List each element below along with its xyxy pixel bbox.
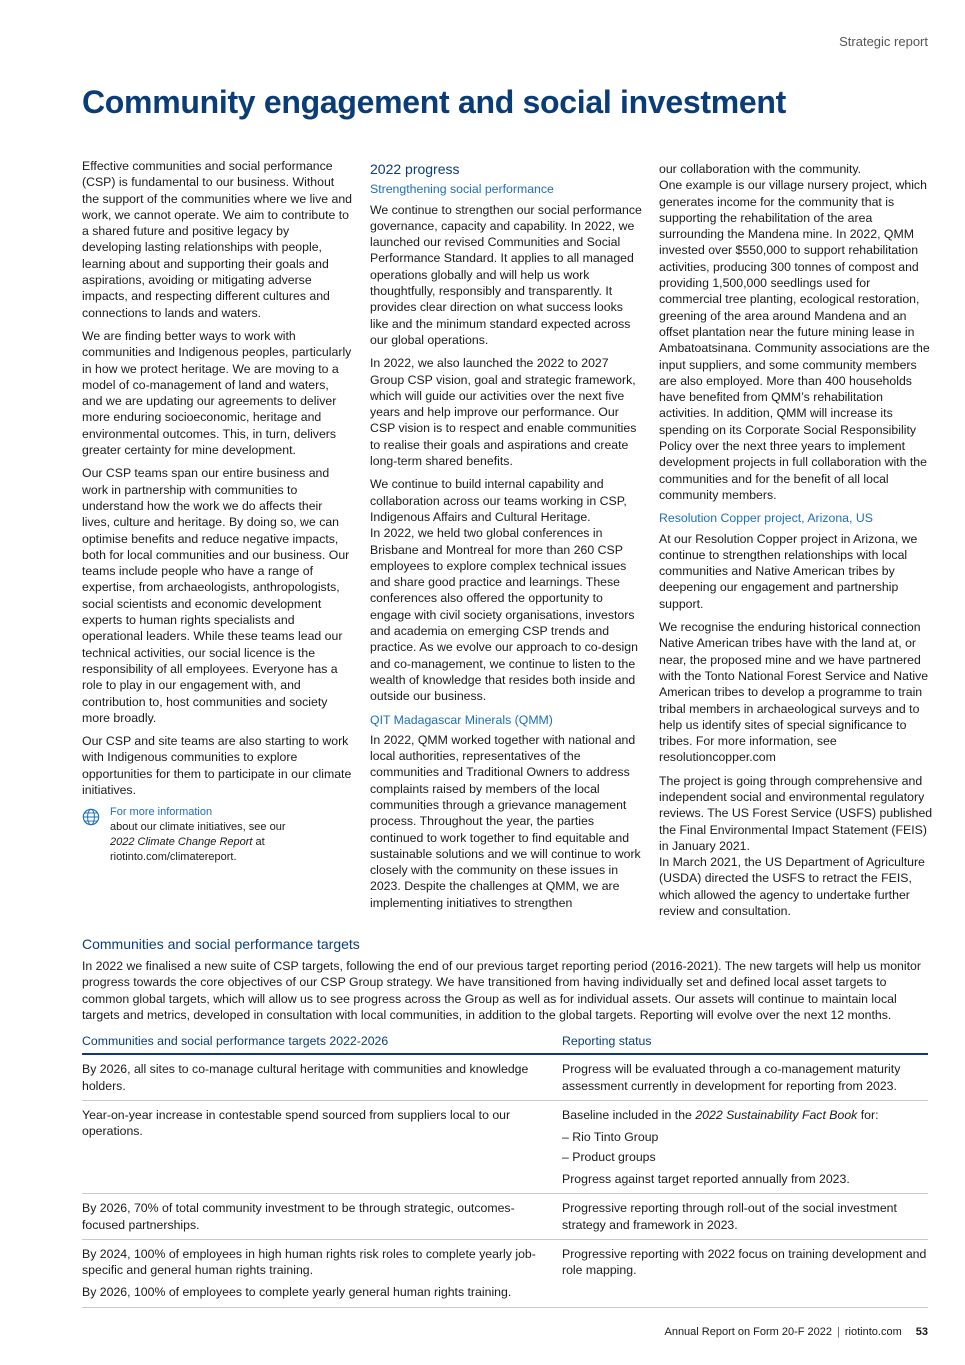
website-link[interactable]: riotinto.com: [844, 1326, 902, 1338]
sentence: In 2022, we held two global conferences in Brisbane and Montreal for more than 260 CSP employees to explore complex technical issues and share good practice and learnings. These conferences also offered the opportunity to engage with civil society organisations, investors and academia on emerging CSP trends and practice. As we evolve our approach to co-design and co-management, we continue to listen to the wealth of knowledge that resides both inside and outside our business.: [370, 526, 638, 704]
report-name: Annual Report on Form 20-F 2022: [664, 1326, 833, 1338]
paragraph: In 2022, QMM worked together with national and local authorities, representatives of the communities and Traditional Owners to address complaints raised by members of the local communities through a grievance management process. Throughout the year, the parties continued to work together to find equitable and sustainable solutions and we will continue to work closely with the community on these issues in 2023. Despite the challenges at QMM, we are implementing initiatives to strengthen: [370, 732, 641, 910]
more-info-box: [82, 805, 352, 865]
paragraph: Our CSP and site teams are also starting to work with Indigenous communities to explore opportunities for them to participate in our climate initiatives.: [82, 734, 352, 797]
fact-book-title: 2022 Sustainability Fact Book: [695, 1108, 858, 1123]
more-info-title: For more information: [110, 806, 213, 819]
more-info-text: about our climate initiatives, see our: [110, 821, 286, 834]
table-row: [82, 1239, 928, 1307]
status-cell: Progressive reporting through roll-out of the social investment strategy and framework in 2023.: [562, 1194, 928, 1240]
target-text: By 2024, 100% of employees in high human rights risk roles to complete yearly job-specific and general human rights training.: [82, 1246, 536, 1278]
progress-heading: 2022 progress: [370, 161, 460, 177]
paragraph: In 2022, we also launched the 2022 to 2027 Group CSP vision, goal and strategic framework, which will guide our activities over the next five years and help improve our performance. Our CSP vision is to respect and enable communities to realise their goals and aspirations and create long-term shared benefits.: [370, 356, 637, 469]
paragraph: [370, 476, 642, 704]
target-cell: By 2026, 70% of total community investment to be through strategic, outcomes-focused partnerships.: [82, 1194, 562, 1240]
paragraph: [659, 773, 934, 920]
status-text: for:: [857, 1108, 879, 1123]
paragraph: We recognise the enduring historical connection Native American tribes have with the land at, or near, the proposed mine and we have partnered with the Tonto National Forest Service and Native American tribes to develop a programme to train tribal members in archaeological surveys and to help us identify sites of special significance to tribes. For more information, see resolutioncopper.com: [659, 620, 929, 765]
paragraph: At our Resolution Copper project in Arizona, we continue to strengthen relationships with local communities and Native American tribes by deepening our engagement and partnership support.: [659, 531, 918, 611]
target-cell: Year-on-year increase in contestable spend sourced from suppliers local to our operations.: [82, 1101, 562, 1194]
targets-table: [82, 1029, 928, 1308]
table-row: [82, 1054, 928, 1100]
table-row: [82, 1101, 928, 1194]
sentence: The project is going through comprehensive and independent social and environmental regulatory reviews. The US Forest Service (USFS) published the Final Environmental Impact Statement (FEIS) in January 2021.: [659, 773, 933, 853]
targets-section: [82, 936, 928, 1308]
subheading: Strengthening social performance: [370, 182, 554, 197]
paragraph: [659, 161, 934, 503]
table-row: [82, 1194, 928, 1240]
sentence: In March 2021, the US Department of Agriculture (USDA) directed the USFS to retract the FEIS, which allowed the agency to undertake further review and consultation.: [659, 855, 925, 919]
subheading: Resolution Copper project, Arizona, US: [659, 511, 873, 526]
page-title: Community engagement and social investment: [82, 84, 786, 120]
section-label: Strategic report: [839, 34, 928, 49]
column-3: [659, 161, 934, 926]
target-cell: By 2026, all sites to co-manage cultural heritage with communities and knowledge holders.: [82, 1054, 562, 1100]
bullet-item: – Rio Tinto Group: [562, 1130, 659, 1145]
paragraph: Effective communities and social performance (CSP) is fundamental to our business. Without the support of the communities where we live and work, we cannot operate. We aim to contribute to a shared future and positive legacy by developing lasting relationships with people, learning about and supporting their goals and aspirations, avoiding or mitigating adverse impacts, and respecting different cultures and connections to lands and waters.: [82, 159, 352, 320]
status-cell: Progress will be evaluated through a co-management maturity assessment currently in development for reporting from 2023.: [562, 1054, 928, 1100]
climate-report-link[interactable]: riotinto.com/climatereport.: [110, 851, 237, 864]
paragraph: We are finding better ways to work with communities and Indigenous peoples, particularly in how we protect heritage. We are moving to a model of co-management of land and waters, and we are updating our agreements to deliver more enduring socioeconomic, heritage and environmental outcomes. This, in turn, delivers greater certainty for mine development.: [82, 328, 352, 458]
subheading: QIT Madagascar Minerals (QMM): [370, 712, 553, 727]
sentence: our collaboration with the community.: [659, 162, 862, 176]
more-info-text: at: [252, 836, 265, 849]
target-text: By 2026, 100% of employees to complete yearly general human rights training.: [82, 1285, 512, 1300]
status-text: Baseline included in the: [562, 1108, 696, 1123]
targets-intro: In 2022 we finalised a new suite of CSP targets, following the end of our previous target reporting period (2016-2021). The new targets will help us monitor progress towards the core objectives of our CSP Group strategy. We have transitioned from having individually set and defined local asset targets to common global targets, which will allow us to see progress across the Group as well as for individual assets. Our assets will continue to maintain local targets and metrics, developed in consultation with local communities, in addition to the global targets. Reporting will evolve over the next 12 months.: [82, 959, 921, 1022]
sentence: One example is our village nursery project, which generates income for the community that is supporting the rehabilitation of the area surrounding the Mandena mine. In 2022, QMM invested over $550,000 to support rehabilitation activities, producing 300 tonnes of compost and providing 1,500,000 seedlings used for commercial tree planting, ecological restoration, greening of the area around Mandena and an offset plantation near the future mining lease in Ambatoatsinana. Community associations are the input suppliers, and some community members are also employed. More than 400 households have benefited from QMM’s rehabilitation activities. In addition, QMM will increase its spending on its Corporate Social Responsibility Policy over the next three years to implement development projects in full collaboration with the communities and for the benefit of all local community members.: [659, 178, 930, 502]
column-2: [370, 158, 642, 918]
targets-title: Communities and social performance targets: [82, 936, 360, 952]
column-header-status: Reporting status: [562, 1029, 928, 1054]
status-text: Progress against target reported annually from 2023.: [562, 1171, 850, 1186]
status-cell: Progressive reporting with 2022 focus on training development and role mapping.: [562, 1239, 928, 1307]
sentence: We continue to build internal capability and collaboration across our teams working in CSP, Indigenous Affairs and Cultural Heritage.: [370, 477, 627, 524]
table-header-row: [82, 1029, 928, 1054]
report-title: 2022 Climate Change Report: [110, 836, 253, 849]
bullet-item: – Product groups: [562, 1149, 656, 1164]
page-footer: [664, 1326, 928, 1338]
status-cell: [562, 1101, 928, 1194]
paragraph: Our CSP teams span our entire business and work in partnership with communities to understand how the work we do affects their lives, culture and heritage. By doing so, we can optimise benefits and reduce negative impacts, both for local communities and our business. Our teams include people who have a range of expertise, from archaeologists, anthropologists, social scientists and economic development experts to human rights specialists and operational leaders. While these teams lead our technical activities, our social licence is the responsibility of all employees. Everyone has a role to play in our engagement with, and contribution to, host communities and society more broadly.: [82, 466, 350, 725]
target-cell: [82, 1239, 562, 1307]
footer-divider: |: [837, 1326, 840, 1338]
column-1: [82, 158, 352, 865]
globe-icon: [82, 808, 100, 826]
page-number: 53: [915, 1326, 928, 1338]
column-header-target: Communities and social performance targets 2022-2026: [82, 1029, 562, 1054]
paragraph: We continue to strengthen our social performance governance, capacity and capability. In 2022, we launched our revised Communities and Social Performance Standard. It applies to all managed operations globally and will help us work thoughtfully, responsibly and transparently. It provides clear direction on what success looks like and the minimum standard expected across our global operations.: [370, 202, 642, 347]
